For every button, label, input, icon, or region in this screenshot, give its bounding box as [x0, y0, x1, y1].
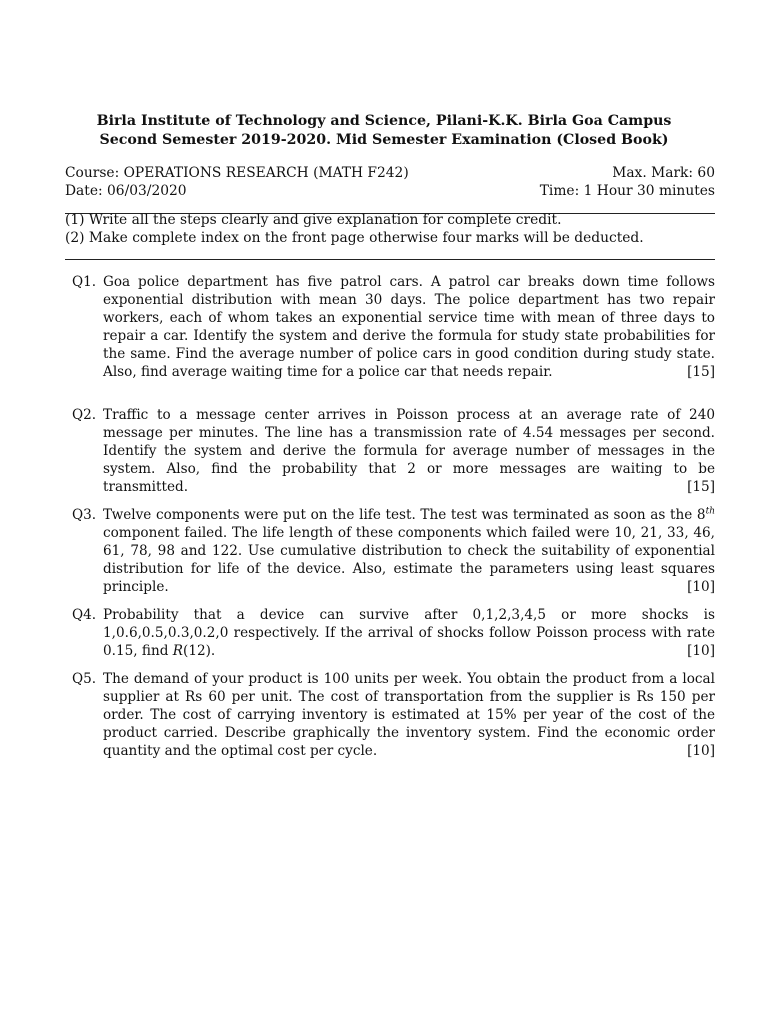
question-number: Q1. — [72, 274, 97, 290]
question-marks: [10] — [687, 579, 715, 595]
question-text-part-a: Twelve components were put on the life test. The test was terminated as soon as the 8 — [103, 507, 706, 523]
question-marks: [10] — [687, 643, 715, 659]
time-label: Time: 1 Hour 30 minutes — [539, 183, 715, 199]
question-text: Goa police department has five patrol cars. A patrol car breaks down time follows exponential distribution with mean 30 days. The police department has two repair workers, each of whom takes an exponential service time with mean of three days to repair a car. Identify the system and derive the formula for study state probabilities for the same. Find the average number of police cars in good condition during study state. Also, find average waiting time for a police car that needs repair. — [103, 274, 715, 380]
date-label: Date: 06/03/2020 — [65, 183, 187, 199]
question-marks: [10] — [687, 743, 715, 759]
instructions-bottom-rule — [65, 259, 715, 260]
question-text-part-a: Probability that a device can survive after 0,1,2,3,4,5 or more shocks is 1,0.6,0.5,0.3,0.2,0 respectively. If the arrival of shocks follow Poisson process with rate 0.15, find — [103, 607, 715, 659]
max-mark-label: Max. Mark: 60 — [612, 165, 715, 181]
institute-title: Birla Institute of Technology and Science, Pilani-K.K. Birla Goa Campus — [96, 113, 672, 129]
question-1 — [65, 273, 715, 381]
question-number: Q2. — [72, 407, 97, 423]
question-number: Q3. — [72, 507, 97, 523]
question-text: The demand of your product is 100 units per week. You obtain the product from a local supplier at Rs 60 per unit. The cost of transportation from the supplier is Rs 150 per order. The cost of carrying inventory is estimated at 15% per year of the cost of the product carried. Describe graphically the inventory system. Find the economic order quantity and the optimal cost per cycle. — [103, 671, 715, 759]
exam-title: Second Semester 2019-2020. Mid Semester Examination (Closed Book) — [99, 132, 669, 148]
question-number: Q4. — [72, 607, 97, 623]
question-text: Traffic to a message center arrives in Poisson process at an average rate of 240 message per minutes. The line has a transmission rate of 4.54 messages per second. Identify the system and derive the formula for average number of messages in the system. Also, find the probability that 2 or more messages are waiting to be transmitted. — [103, 407, 715, 495]
question-4 — [65, 606, 715, 660]
ordinal-superscript: th — [705, 506, 715, 517]
question-marks: [15] — [687, 364, 715, 380]
question-marks: [15] — [687, 479, 715, 495]
question-text-part-b: component failed. The life length of these components which failed were 10, 21, 33, 46, 61, 78, 98 and 122. Use cumulative distribution to check the suitability of exponential distribution for life of the device. Also, estimate the parameters using least squares principle. — [103, 525, 715, 595]
question-number: Q5. — [72, 671, 97, 687]
instruction-2: (2) Make complete index on the front page otherwise four marks will be deducted. — [65, 230, 644, 246]
question-5 — [65, 670, 715, 760]
math-symbol-r: R — [172, 643, 184, 659]
question-2 — [65, 406, 715, 496]
question-text-part-b: (12). — [183, 643, 216, 659]
exam-header — [0, 112, 768, 150]
course-label: Course: OPERATIONS RESEARCH (MATH F242) — [65, 165, 409, 181]
question-3 — [65, 506, 715, 596]
instruction-1: (1) Write all the steps clearly and give explanation for complete credit. — [65, 212, 562, 228]
